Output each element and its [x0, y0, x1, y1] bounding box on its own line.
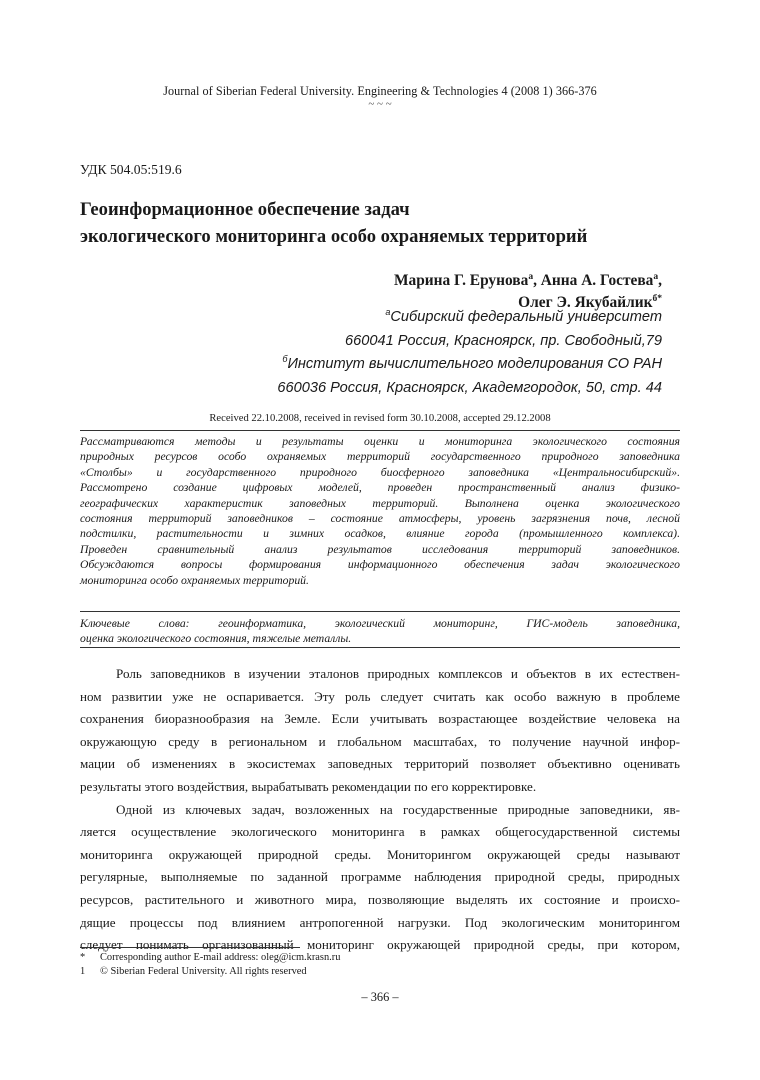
title-line-2: экологического мониторинга особо охраняемых территорий — [80, 226, 588, 247]
header-ornament: ~ ~ ~ — [368, 98, 392, 110]
keywords-line: Ключевые слова: геоинформатика, экологический мониторинг, ГИС-модель заповедника, — [80, 617, 680, 630]
abstract-line: географических характеристик заповедных территорий. Выполнена оценка экологического — [80, 496, 680, 510]
body-line: окружающую среду в региональном и глобальном масштабах, то получение научной инфор- — [80, 733, 680, 749]
keywords — [80, 616, 680, 647]
abstract — [80, 434, 680, 588]
footnote-text: Corresponding author E-mail address: oleg@icm.krasn.ru — [100, 952, 341, 963]
body-line: сохранения биоразнообразия на Земле. Если учитывать возрастающее воздействие человека на — [80, 711, 680, 727]
body-line: дящие процессы под влиянием антропогенной нагрузки. Под экологическим мониторингом — [80, 914, 680, 930]
body-line: результаты этого воздействия, вырабатывать рекомендации по его корректировке. — [80, 778, 537, 794]
udk-code: УДК 504.05:519.6 — [80, 162, 182, 177]
body-line: Роль заповедников в изучении эталонов природных комплексов и объектов в их естествен- — [116, 666, 680, 681]
body-line: мониторинга окружающей природной среды. Мониторингом окружающей среды называют — [80, 846, 680, 862]
keywords-line: оценка экологического состояния, тяжелые металлы. — [80, 632, 352, 646]
footnotes — [80, 951, 680, 979]
body-line: следует понимать организованный мониторинг окружающей природной среды, при котором, — [80, 937, 680, 953]
authors-line-1 — [394, 270, 662, 292]
abstract-line: подстилки, растительности и зимних осадков, влияние города (промышленного комплекса). — [80, 527, 680, 541]
footnote-mark: * — [80, 952, 86, 963]
affil-mark: б — [282, 354, 288, 365]
abstract-line: состояния территорий заповедников – состояние атмосферы, уровень загрязнения почв, лесной — [80, 512, 680, 526]
abstract-bottom-rule — [80, 611, 680, 612]
body-line: регулярные, выполняемые по заданной программе наблюдения природной среды, природных — [80, 869, 680, 885]
body-line: мации об изменениях в экосистемах заповедных территорий позволяет объективно оценивать — [80, 756, 680, 772]
body-line: ресурсов, растительного и животного мира, позволяющие выделять их состояние и происхо- — [80, 891, 680, 907]
abstract-line: Проведен сравнительный анализ результатов исследования территорий заповедников. — [80, 542, 680, 556]
keywords-bottom-rule — [80, 647, 680, 648]
article-title — [80, 196, 680, 250]
author-affil-mark: б* — [652, 292, 662, 304]
affil-text: Сибирский федеральный университет — [390, 309, 662, 325]
author-affil-mark: а — [653, 270, 659, 282]
footnote-item — [80, 965, 680, 979]
affiliation-b-address: 660036 Россия, Красноярск, Академгородок, 50, стр. 44 — [277, 379, 662, 396]
author-separator: , — [533, 272, 541, 289]
affiliation-a-name — [277, 306, 662, 330]
affiliations-block — [277, 306, 662, 400]
abstract-top-rule — [80, 430, 680, 431]
journal-header: Journal of Siberian Federal University. Engineering & Technologies 4 (2008 1) 366-376 — [163, 84, 597, 98]
author-name: Анна А. Гостева — [540, 272, 654, 289]
abstract-line: «Столбы» и государственного природного биосферного заповедника «Центральносибирский». — [80, 465, 680, 479]
footnote-text: © Siberian Federal University. All rights reserved — [100, 966, 307, 977]
abstract-line: природных ресурсов особо охраняемых территорий государственного природного заповедника — [80, 450, 680, 464]
footnote-rule — [80, 947, 300, 948]
abstract-line: Рассматриваются методы и результаты оценки и мониторинга экологического состояния — [80, 435, 680, 448]
affiliation-b-name — [277, 353, 662, 377]
body-text — [80, 663, 680, 957]
abstract-line: Рассмотрено создание цифровых моделей, проведен пространственный анализ физико- — [80, 481, 680, 495]
author-affil-mark: а — [528, 270, 534, 282]
body-line: ляется осуществление экологического мониторинга в рамках общегосударственной системы — [80, 824, 680, 840]
affil-mark: а — [385, 307, 391, 318]
author-name: Олег Э. Якубайлик — [518, 294, 653, 311]
body-line: ном развитии уже не оспаривается. Эту роль следует считать как особо важную в проблеме — [80, 688, 680, 704]
footnote-item — [80, 951, 680, 965]
page-number: – 366 – — [361, 990, 399, 1004]
author-name: Марина Г. Ерунова — [394, 272, 529, 289]
affiliation-a-address: 660041 Россия, Красноярск, пр. Свободный,79 — [345, 332, 662, 349]
received-dates: Received 22.10.2008, received in revised form 30.10.2008, accepted 29.12.2008 — [209, 413, 551, 424]
author-separator: , — [658, 272, 662, 289]
abstract-line: Обсуждаются вопросы формирования информационного обеспечения задач экологического — [80, 558, 680, 572]
abstract-line: мониторинга особо охраняемых территорий. — [80, 573, 309, 587]
affil-text: Институт вычислительного моделирования СО РАН — [287, 356, 662, 372]
footnote-mark: 1 — [80, 966, 86, 977]
title-line-1: Геоинформационное обеспечение задач — [80, 199, 410, 220]
body-line: Одной из ключевых задач, возложенных на государственные природные заповедники, яв- — [116, 801, 680, 817]
